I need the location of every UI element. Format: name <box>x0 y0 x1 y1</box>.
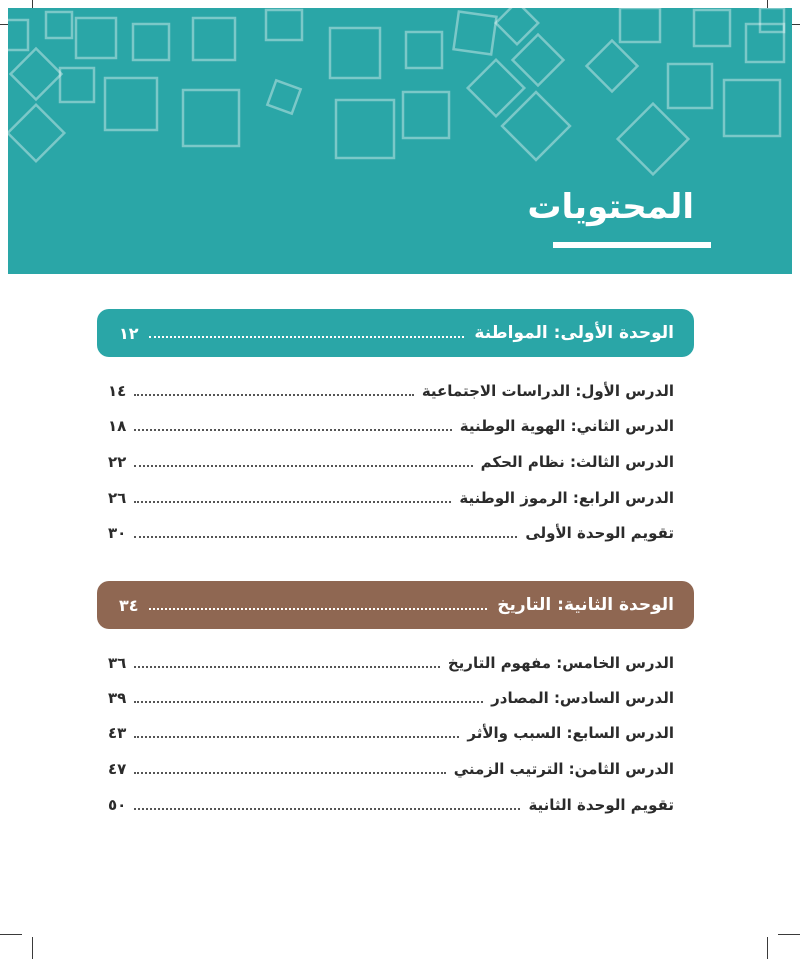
toc-entry-unit-1-review[interactable] <box>108 520 674 546</box>
toc-entry-page: ١٨ <box>108 417 127 435</box>
dot-leader <box>134 808 520 810</box>
crop-mark <box>0 934 22 935</box>
crop-mark <box>778 934 800 935</box>
dot-leader <box>134 536 517 538</box>
toc-entry-label: تقويم الوحدة الأولى <box>525 524 674 542</box>
dot-leader <box>149 608 488 610</box>
toc-entry-label: الدرس الخامس: مفهوم التاريخ <box>447 654 674 672</box>
toc-entry-label: الدرس الرابع: الرموز الوطنية <box>459 489 674 507</box>
toc-entry-label: الدرس الثالث: نظام الحكم <box>480 453 674 471</box>
toc-entry-page: ٢٦ <box>108 489 127 507</box>
toc-entry-lesson-1[interactable] <box>108 378 674 404</box>
unit-2-title: الوحدة الثانية: التاريخ <box>497 595 674 615</box>
toc-entry-page: ٣٠ <box>108 524 127 542</box>
toc-entry-unit-2-review[interactable] <box>108 792 674 818</box>
dot-leader <box>149 336 465 338</box>
unit-1-header[interactable] <box>97 309 694 357</box>
toc-entry-lesson-3[interactable] <box>108 449 674 475</box>
toc-entry-page: ٣٩ <box>108 689 127 707</box>
unit-1-page-number: ١٢ <box>119 323 139 343</box>
toc-entry-label: تقويم الوحدة الثانية <box>528 796 674 814</box>
toc-entry-lesson-8[interactable] <box>108 756 674 782</box>
crop-mark <box>767 937 768 959</box>
dot-leader <box>134 429 451 431</box>
unit-2-page-number: ٣٤ <box>119 595 139 615</box>
dot-leader <box>134 394 414 396</box>
toc-entry-lesson-5[interactable] <box>108 650 674 676</box>
dot-leader <box>134 701 483 703</box>
toc-entry-label: الدرس الثاني: الهوية الوطنية <box>459 417 674 435</box>
toc-entry-lesson-7[interactable] <box>108 720 674 746</box>
toc-entry-page: ٢٢ <box>108 453 127 471</box>
header-banner <box>8 8 792 274</box>
toc-entry-page: ٤٣ <box>108 724 127 742</box>
title-underline <box>553 242 711 248</box>
dot-leader <box>134 501 451 503</box>
dot-leader <box>134 736 459 738</box>
dot-leader <box>134 772 445 774</box>
toc-entry-label: الدرس السادس: المصادر <box>491 689 674 707</box>
toc-entry-label: الدرس الأول: الدراسات الاجتماعية <box>421 382 674 400</box>
unit-2-header[interactable] <box>97 581 694 629</box>
toc-entry-lesson-6[interactable] <box>108 685 674 711</box>
toc-entry-page: ٤٧ <box>108 760 127 778</box>
toc-entry-lesson-2[interactable] <box>108 413 674 439</box>
toc-entry-lesson-4[interactable] <box>108 485 674 511</box>
toc-entry-label: الدرس السابع: السبب والأثر <box>467 724 674 742</box>
page-title: المحتويات <box>527 187 694 227</box>
square-pattern-decoration <box>8 8 792 274</box>
toc-entry-page: ١٤ <box>108 382 127 400</box>
dot-leader <box>134 666 440 668</box>
toc-entry-label: الدرس الثامن: الترتيب الزمني <box>453 760 674 778</box>
dot-leader <box>134 465 472 467</box>
crop-mark <box>32 937 33 959</box>
toc-entry-page: ٣٦ <box>108 654 127 672</box>
toc-entry-page: ٥٠ <box>108 796 127 814</box>
unit-1-title: الوحدة الأولى: المواطنة <box>474 323 674 343</box>
